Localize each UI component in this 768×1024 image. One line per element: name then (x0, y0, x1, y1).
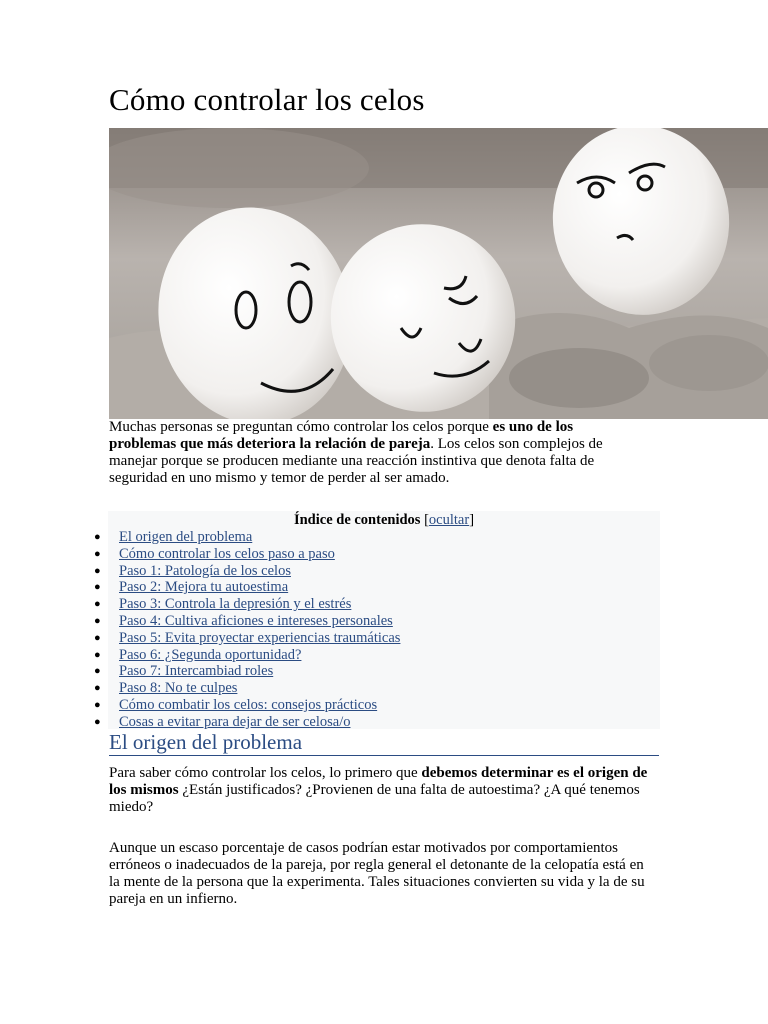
intro-paragraph: Muchas personas se preguntan cómo controlar los celos porque es uno de los problemas que más deteriora la relación de pareja. Los celos son complejos de manejar porque se producen mediante una reacción instintiva que denota falta de seguridad en uno mismo y temor de perder al ser amado. (109, 419, 603, 486)
toc-header: Índice de contenidos [ocultar] (293, 512, 475, 528)
hero-image-eggs (109, 128, 768, 419)
bullet-icon: ● (94, 682, 101, 695)
toc-item (94, 696, 400, 714)
toc-link-consejos[interactable]: Cómo combatir los celos: consejos prácticos (119, 696, 378, 713)
toc-link-paso-1[interactable]: Paso 1: Patología de los celos (119, 562, 291, 579)
bullet-icon: ● (94, 715, 101, 728)
toc-link-paso-5[interactable]: Paso 5: Evita proyectar experiencias traumáticas (119, 629, 401, 646)
toc-item (94, 646, 400, 664)
toc-link-paso-7[interactable]: Paso 7: Intercambiad roles (119, 663, 274, 680)
toc-hide-link[interactable]: ocultar (428, 512, 470, 528)
toc-item (94, 713, 400, 731)
toc-item (94, 545, 400, 563)
bullet-icon: ● (94, 614, 101, 627)
section-heading: El origen del problema (109, 730, 659, 756)
toc-link-paso-6[interactable]: Paso 6: ¿Segunda oportunidad? (119, 646, 302, 663)
toc-link-paso-a-paso[interactable]: Cómo controlar los celos paso a paso (119, 545, 335, 562)
toc-item (94, 579, 400, 596)
toc-item (94, 629, 401, 647)
bullet-icon: ● (94, 631, 101, 644)
section-paragraph-2: Aunque un escaso porcentaje de casos podrían estar motivados por comportamientos erróneos o inadecuados de la pareja, por regla general el detonante de la celopatía está en la mente de la persona que la experimenta. Tales situaciones convierten su vida y la de su pareja en un infierno. (109, 840, 645, 907)
toc-item (94, 612, 400, 630)
toc-item (94, 680, 400, 697)
article-title: Cómo controlar los celos (109, 82, 425, 117)
toc-link-cosas-a-evitar[interactable]: Cosas a evitar para dejar de ser celosa/o (119, 713, 351, 730)
toc-link-paso-4[interactable]: Paso 4: Cultiva aficiones e intereses personales (119, 612, 393, 629)
toc-item (94, 596, 400, 613)
bullet-icon: ● (94, 598, 101, 611)
table-of-contents (94, 511, 660, 730)
bullet-icon: ● (94, 698, 101, 711)
toc-title: Índice de contenidos (293, 512, 421, 528)
bullet-icon: ● (94, 648, 101, 661)
bullet-icon: ● (94, 531, 101, 543)
toc-link-paso-2[interactable]: Paso 2: Mejora tu autoestima (119, 579, 289, 596)
bullet-icon: ● (94, 564, 101, 577)
bullet-icon: ● (94, 581, 101, 594)
toc-link-paso-8[interactable]: Paso 8: No te culpes (119, 680, 238, 697)
toc-item (94, 562, 400, 580)
toc-link-paso-3[interactable]: Paso 3: Controla la depresión y el estrés (119, 596, 352, 613)
toc-item (94, 529, 400, 546)
bullet-icon: ● (94, 547, 101, 560)
toc-list (94, 529, 401, 731)
section-paragraph-1: Para saber cómo controlar los celos, lo primero que debemos determinar es el origen de los mismos ¿Están justificados? ¿Provienen de una falta de autoestima? ¿A qué tenemos miedo? (109, 765, 648, 815)
bullet-icon: ● (94, 665, 101, 678)
toc-item (94, 663, 400, 680)
toc-link-origen[interactable]: El origen del problema (119, 529, 253, 545)
